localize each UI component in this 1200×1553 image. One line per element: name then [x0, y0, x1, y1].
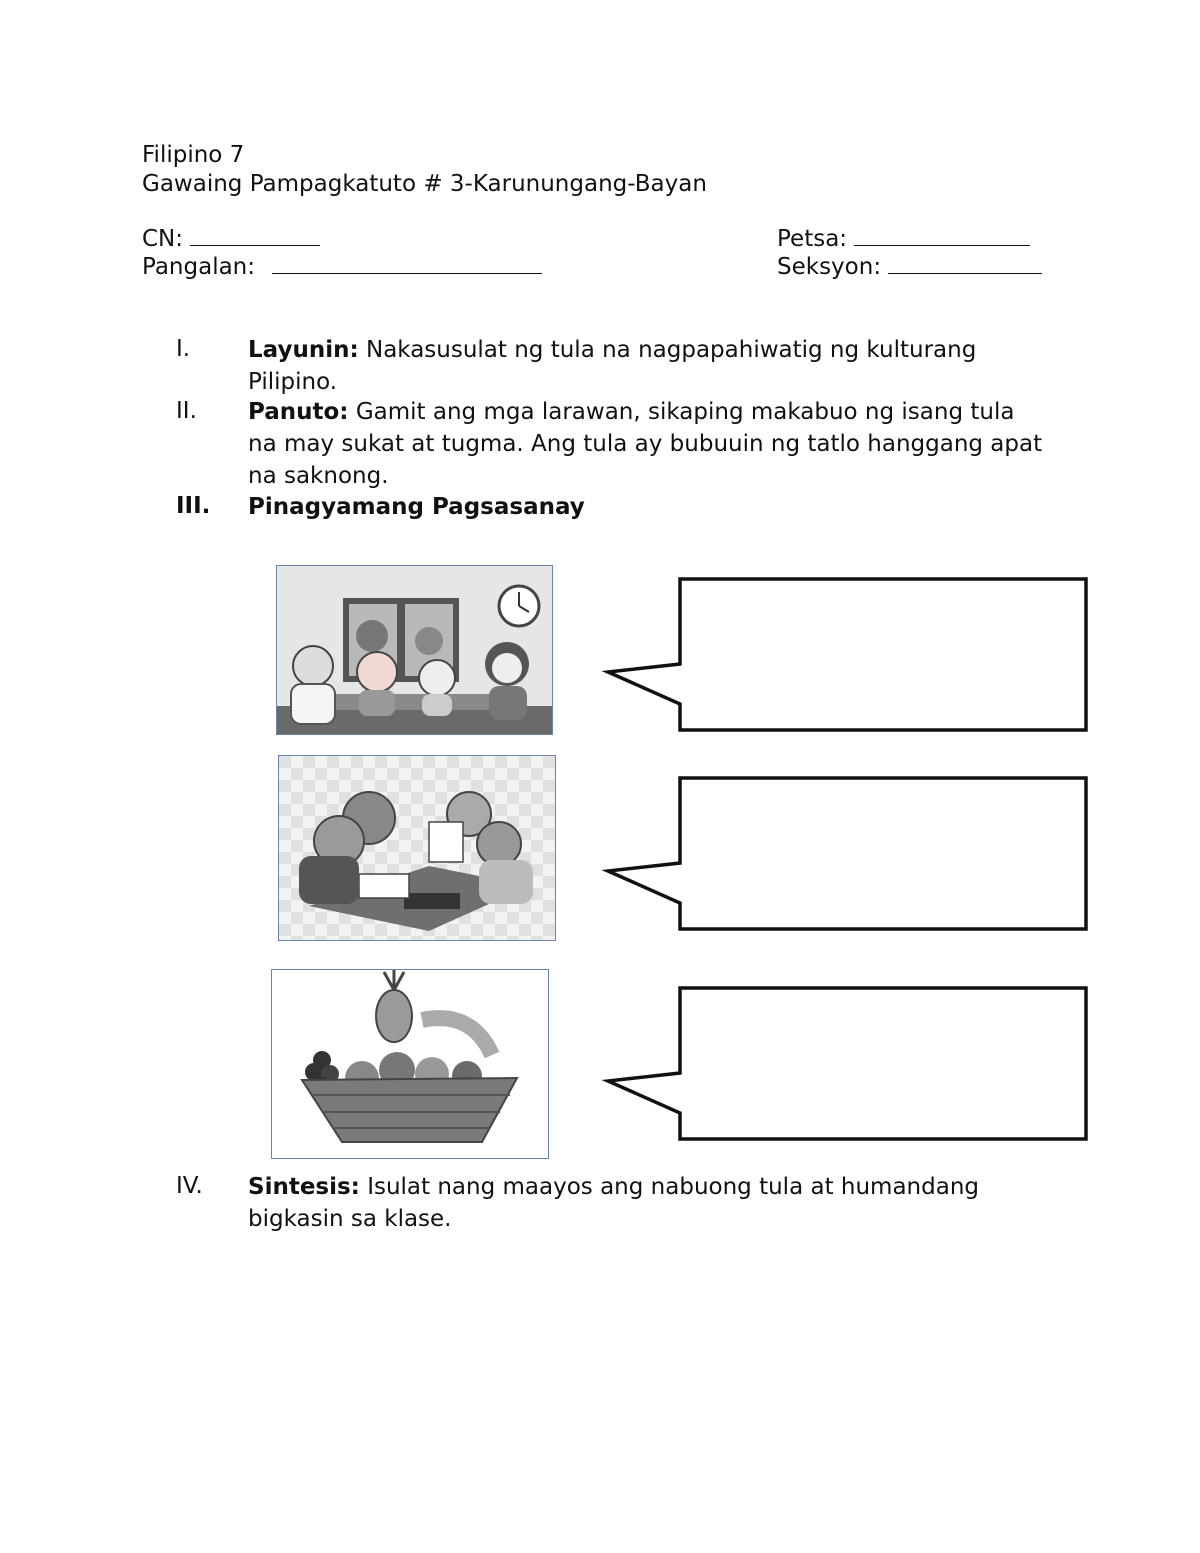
worksheet-title: Gawaing Pampagkatuto # 3-Karunungang-Bayan [142, 171, 707, 197]
petsa-label: Petsa: [777, 226, 848, 252]
cn-field [142, 223, 320, 254]
section-title: Panuto: [248, 399, 349, 425]
section-sintesis [248, 1171, 1048, 1235]
section-layunin [248, 334, 1048, 398]
fruit-basket-picture [271, 969, 549, 1159]
section-pagsasanay [248, 491, 1048, 523]
family-meal-picture [276, 565, 553, 735]
answer-speech-bubble[interactable] [600, 572, 1100, 738]
section-panuto [248, 396, 1048, 492]
answer-speech-bubble[interactable] [600, 771, 1100, 937]
answer-speech-bubble[interactable] [600, 981, 1100, 1147]
section-number: III. [176, 493, 211, 519]
cn-label: CN: [142, 226, 184, 252]
children-reading-picture [278, 755, 556, 941]
subject-title: Filipino 7 [142, 142, 245, 168]
section-number: I. [176, 336, 191, 362]
section-text: Nakasusulat ng tula na nagpapahiwatig ng kulturang Pilipino. [248, 337, 977, 395]
section-title: Layunin: [248, 337, 359, 363]
cn-blank[interactable] [190, 223, 320, 246]
petsa-field [777, 223, 1030, 254]
pangalan-field [142, 251, 542, 282]
seksyon-blank[interactable] [888, 251, 1042, 274]
seksyon-field [777, 251, 1042, 282]
section-number: II. [176, 398, 197, 424]
section-title: Pinagyamang Pagsasanay [248, 494, 585, 520]
section-text: Isulat nang maayos ang nabuong tula at humandang bigkasin sa klase. [248, 1174, 979, 1232]
petsa-blank[interactable] [854, 223, 1030, 246]
section-title: Sintesis: [248, 1174, 360, 1200]
section-number: IV. [176, 1173, 203, 1199]
pangalan-label: Pangalan: [142, 254, 256, 280]
pangalan-blank[interactable] [272, 251, 542, 274]
seksyon-label: Seksyon: [777, 254, 882, 280]
section-text: Gamit ang mga larawan, sikaping makabuo ng isang tula na may sukat at tugma. Ang tula ay bubuuin ng tatlo hanggang apat na saknong. [248, 399, 1043, 489]
